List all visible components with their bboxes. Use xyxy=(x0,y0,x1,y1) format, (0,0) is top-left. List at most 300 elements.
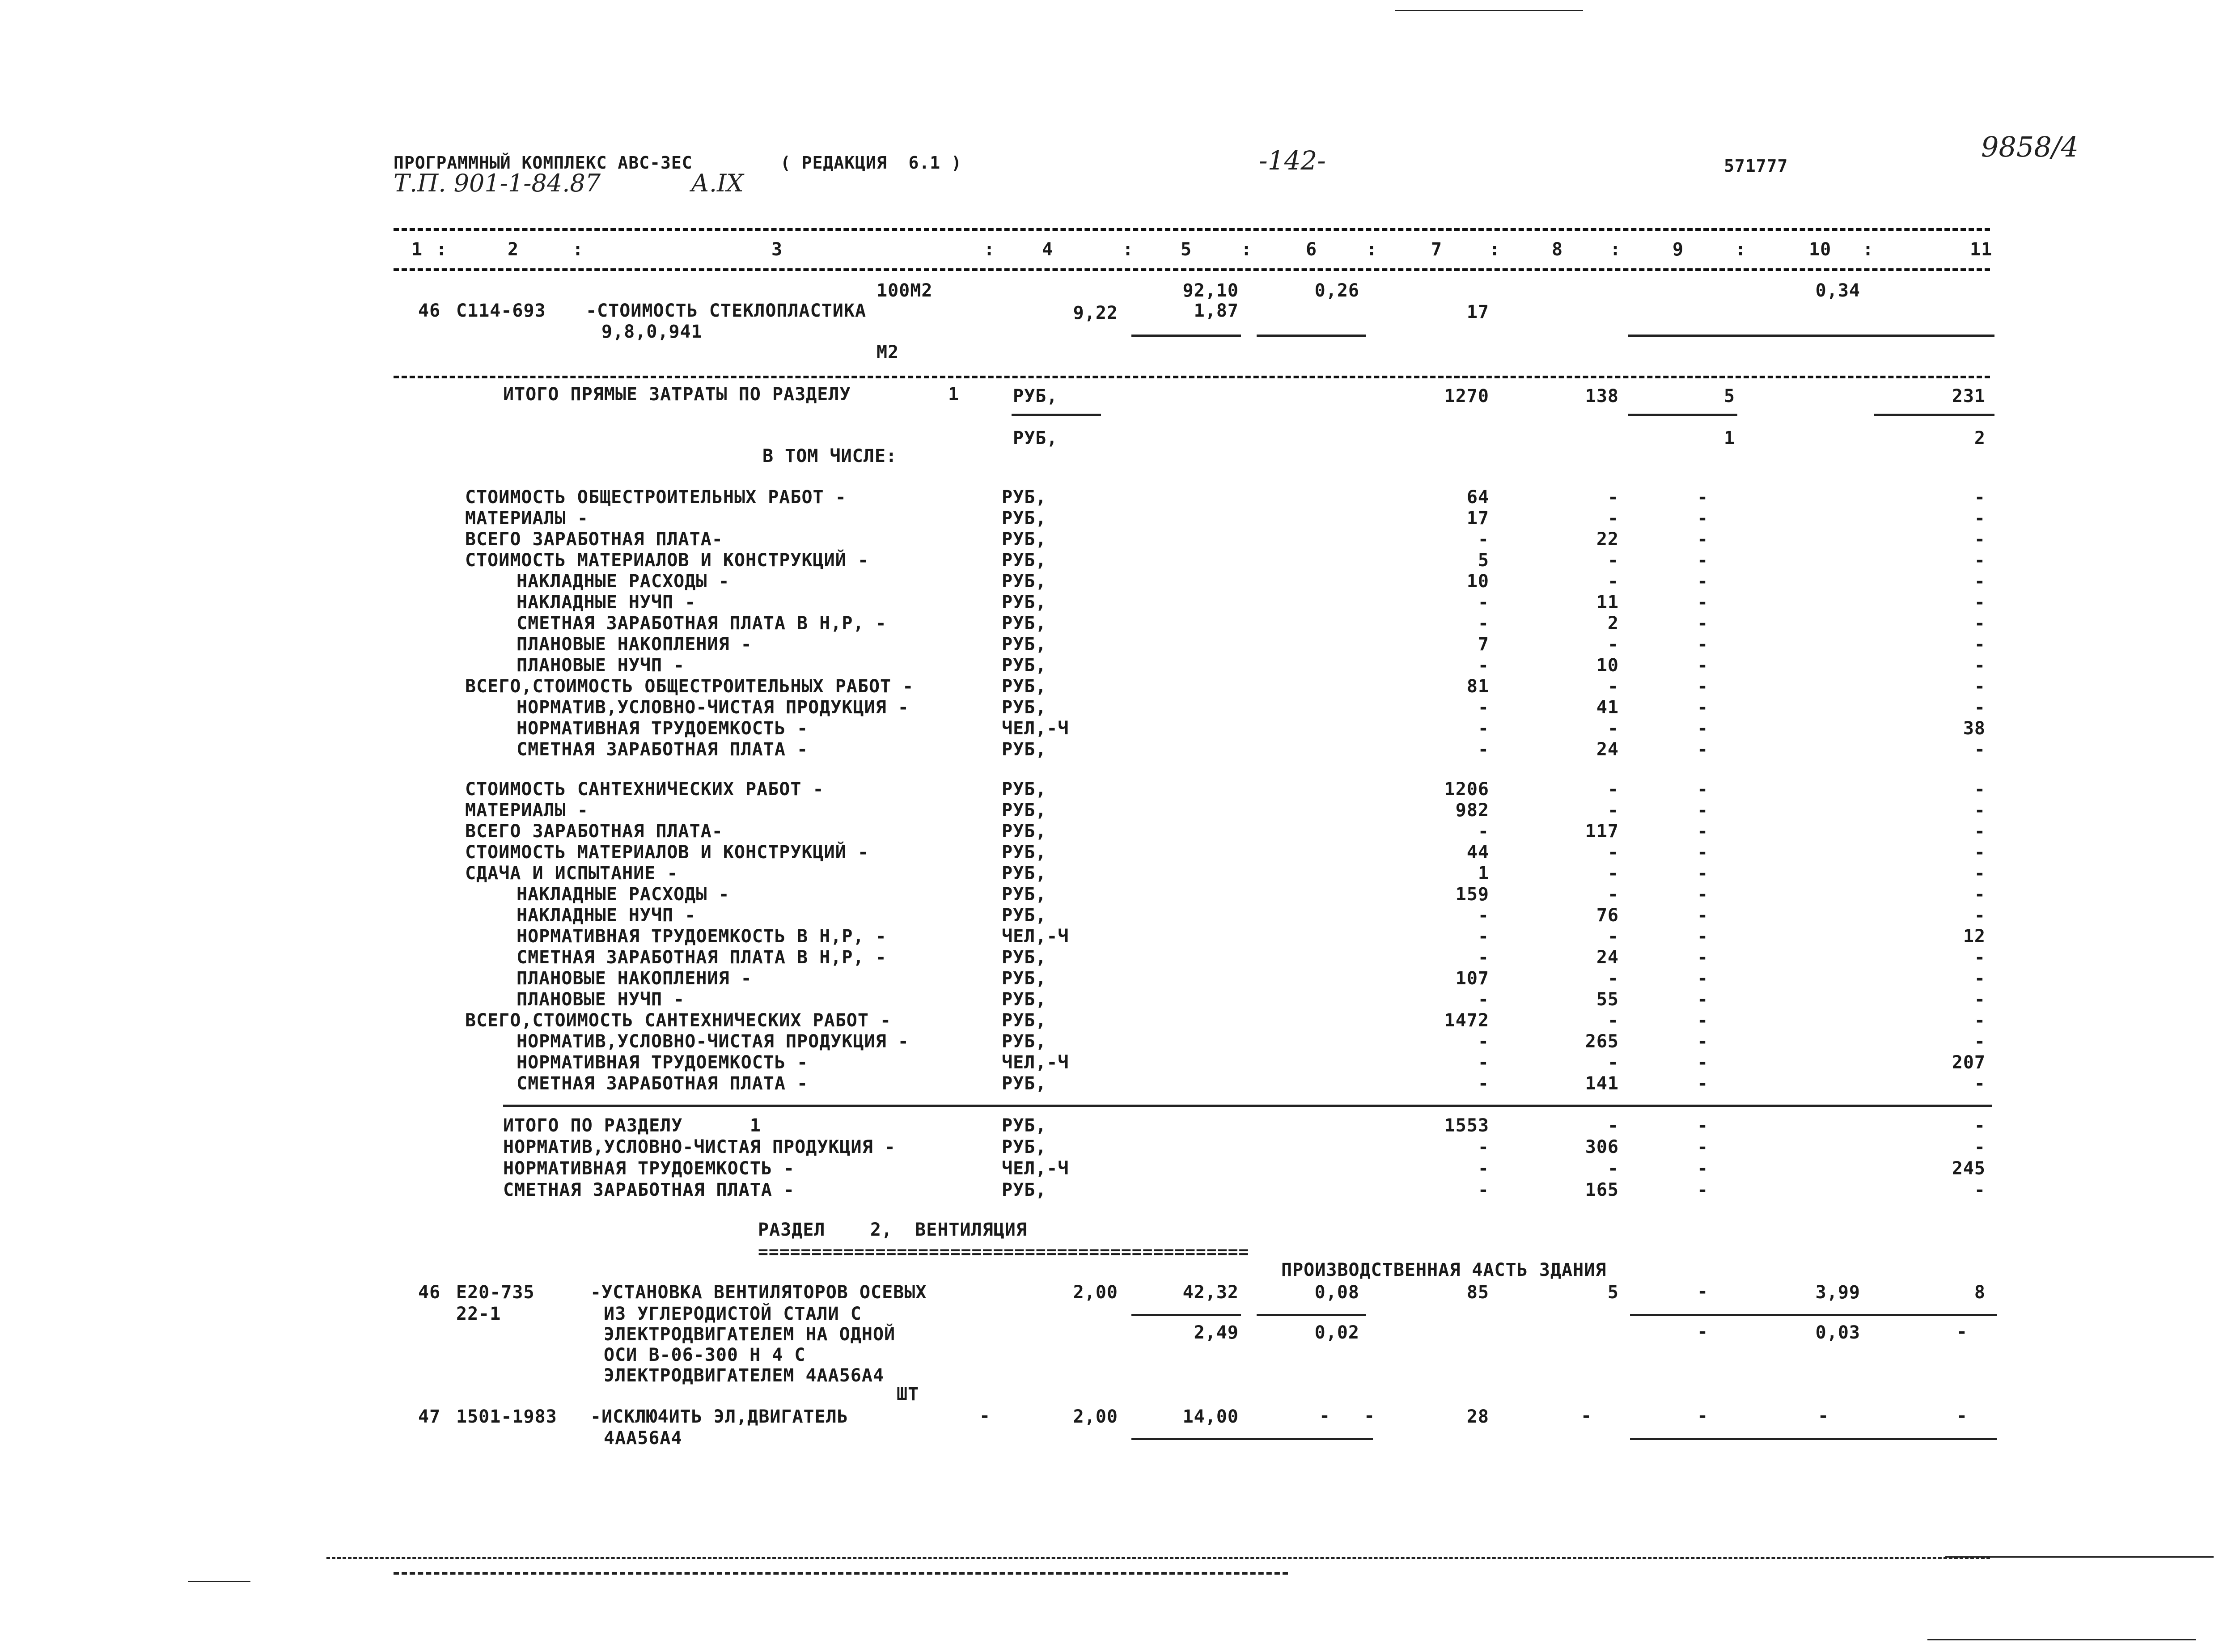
row-col7: 17 xyxy=(1466,508,1489,529)
row-col9: - xyxy=(1697,1180,1709,1200)
row-unit: РУБ, xyxy=(1002,529,1047,550)
item46b-col9-b: - xyxy=(1697,1322,1709,1342)
document-code: 571777 xyxy=(1724,156,1788,176)
row-unit: РУБ, xyxy=(1002,989,1047,1010)
row-col9: - xyxy=(1697,926,1709,947)
direct-costs-col8: 138 xyxy=(1585,386,1619,407)
in-that-label: В ТОМ ЧИСЛЕ: xyxy=(762,446,897,466)
row-col8: 24 xyxy=(1596,739,1619,760)
row-col11: 207 xyxy=(1952,1052,1986,1073)
row-col8: 306 xyxy=(1585,1137,1619,1157)
item46b-col11-b: - xyxy=(1956,1322,1968,1342)
footer-dashes xyxy=(394,1572,1288,1575)
item47-col9: - xyxy=(1697,1406,1709,1426)
column-header-11: 11 xyxy=(1970,239,1993,260)
row-col7: - xyxy=(1478,1052,1489,1073)
item46-col7: 17 xyxy=(1466,302,1489,322)
row-col7: 1553 xyxy=(1444,1115,1489,1136)
row-label: ВСЕГО,СТОИМОСТЬ САНТЕХНИЧЕСКИХ РАБОТ - xyxy=(465,1010,892,1031)
section2-underline: ============================================== xyxy=(758,1242,1249,1262)
item46-col5: 1,87 xyxy=(1194,301,1239,321)
row-col9: - xyxy=(1697,718,1709,739)
row-col7: - xyxy=(1478,989,1489,1010)
item46-quantity: 9,22 xyxy=(1073,303,1118,323)
row-col7: - xyxy=(1478,739,1489,760)
row-col11: - xyxy=(1974,800,1986,821)
row-col8: - xyxy=(1607,718,1619,739)
row-col9: - xyxy=(1697,697,1709,718)
item46b-col5: 42,32 xyxy=(1182,1282,1239,1303)
row-col7: - xyxy=(1478,905,1489,926)
row-unit: РУБ, xyxy=(1002,821,1047,842)
row-unit: РУБ, xyxy=(1002,1073,1047,1094)
row-col7: 10 xyxy=(1466,571,1489,592)
item47-col5-6-rule xyxy=(1131,1438,1373,1440)
table-header-rule xyxy=(394,268,1990,271)
column-separator: : xyxy=(1610,239,1622,260)
item47-number: 47 xyxy=(418,1406,441,1427)
direct-costs-col9-b: 1 xyxy=(1723,428,1735,449)
row-col11: - xyxy=(1974,989,1986,1010)
column-header-10: 10 xyxy=(1809,239,1832,260)
row-unit: РУБ, xyxy=(1002,1180,1047,1200)
row-label: ПЛАНОВЫЕ НУЧП - xyxy=(517,655,685,676)
row-unit: РУБ, xyxy=(1002,1010,1047,1031)
row-col9: - xyxy=(1697,1031,1709,1052)
row-label: ПЛАНОВЫЕ НАКОПЛЕНИЯ - xyxy=(517,968,752,989)
direct-costs-label: ИТОГО ПРЯМЫЕ ЗАТРАТЫ ПО РАЗДЕЛУ xyxy=(503,384,851,405)
row-col9: - xyxy=(1697,947,1709,968)
row-col9: - xyxy=(1697,842,1709,863)
row-label: СМЕТНАЯ ЗАРАБОТНАЯ ПЛАТА В Н,Р, - xyxy=(517,947,887,968)
row-unit: РУБ, xyxy=(1002,508,1047,529)
item46-unit-top: 100М2 xyxy=(876,280,933,301)
row-col8: - xyxy=(1607,884,1619,905)
item46b-col6: 0,08 xyxy=(1314,1282,1359,1303)
row-col9: - xyxy=(1697,968,1709,989)
row-col8: - xyxy=(1607,1010,1619,1031)
row-col11: 245 xyxy=(1952,1158,1986,1179)
edge-line-bottom xyxy=(1927,1639,2196,1640)
subtotal-rule xyxy=(1012,414,1101,416)
item46b-desc-1: -УСТАНОВКА ВЕНТИЛЯТОРОВ ОСЕВЫХ xyxy=(590,1282,927,1303)
row-col8: - xyxy=(1607,676,1619,697)
subtotal-rule xyxy=(1874,414,1994,416)
subtotal-rule xyxy=(1131,335,1241,337)
column-header-2: 2 xyxy=(508,239,519,260)
row-col7: 64 xyxy=(1466,487,1489,508)
row-col7: 982 xyxy=(1455,800,1489,821)
item46b-col7: 85 xyxy=(1466,1282,1489,1303)
row-col7: 1206 xyxy=(1444,779,1489,800)
row-label: НОРМАТИВНАЯ ТРУДОЕМКОСТЬ - xyxy=(503,1158,795,1179)
row-col9: - xyxy=(1697,884,1709,905)
row-col8: 76 xyxy=(1596,905,1619,926)
item46-col10-top: 0,34 xyxy=(1815,280,1860,301)
row-unit: РУБ, xyxy=(1002,968,1047,989)
row-unit: РУБ, xyxy=(1002,655,1047,676)
sheet-reference: 9858/4 xyxy=(1981,131,2079,163)
row-col11: - xyxy=(1974,529,1986,550)
item46b-quantity: 2,00 xyxy=(1073,1282,1118,1303)
row-col8: - xyxy=(1607,550,1619,571)
row-col11: - xyxy=(1974,1073,1986,1094)
row-col11: - xyxy=(1974,571,1986,592)
row-col11: - xyxy=(1974,842,1986,863)
row-col8: - xyxy=(1607,863,1619,884)
column-separator: : xyxy=(1863,239,1874,260)
row-col9: - xyxy=(1697,592,1709,613)
direct-costs-col11: 231 xyxy=(1952,386,1986,407)
row-col11: - xyxy=(1974,1010,1986,1031)
item47-desc-2: 4АА56А4 xyxy=(604,1428,682,1449)
row-label: НОРМАТИВНАЯ ТРУДОЕМКОСТЬ - xyxy=(517,718,809,739)
row-label: НАКЛАДНЫЕ РАСХОДЫ - xyxy=(517,571,730,592)
row-col7: 44 xyxy=(1466,842,1489,863)
row-unit: ЧЕЛ,-Ч xyxy=(1002,1052,1069,1073)
row-col7: - xyxy=(1478,1180,1489,1200)
row-label: ПЛАНОВЫЕ НАКОПЛЕНИЯ - xyxy=(517,634,752,655)
item46b-col10: 3,99 xyxy=(1815,1282,1860,1303)
row-label: СДАЧА И ИСПЫТАНИЕ - xyxy=(465,863,678,884)
row-col11: - xyxy=(1974,739,1986,760)
row-col9: - xyxy=(1697,821,1709,842)
row-unit: РУБ, xyxy=(1002,613,1047,634)
item46b-number: 46 xyxy=(418,1282,441,1303)
item-block-rule xyxy=(394,376,1990,378)
row-unit: РУБ, xyxy=(1002,1115,1047,1136)
column-separator: : xyxy=(572,239,584,260)
row-col8: - xyxy=(1607,634,1619,655)
item46b-unit: ШТ xyxy=(897,1384,919,1405)
column-separator: : xyxy=(984,239,995,260)
section-total-rule xyxy=(503,1105,1992,1107)
revision-label: ( РЕДАКЦИЯ 6.1 ) xyxy=(780,153,962,173)
row-col9: - xyxy=(1697,1052,1709,1073)
item47-col8: - xyxy=(1581,1406,1592,1426)
item46b-col6-rule xyxy=(1257,1314,1366,1316)
row-col11: - xyxy=(1974,1031,1986,1052)
row-col9: - xyxy=(1697,613,1709,634)
item47-col11: - xyxy=(1956,1406,1968,1426)
item46b-col5-rule xyxy=(1131,1314,1241,1316)
row-unit: РУБ, xyxy=(1002,676,1047,697)
row-unit: РУБ, xyxy=(1002,863,1047,884)
row-unit: РУБ, xyxy=(1002,905,1047,926)
row-col7: - xyxy=(1478,1158,1489,1179)
row-label: СТОИМОСТЬ МАТЕРИАЛОВ И КОНСТРУКЦИЙ - xyxy=(465,842,869,863)
row-unit: РУБ, xyxy=(1002,592,1047,613)
row-col8: - xyxy=(1607,508,1619,529)
item46-description-2: 9,8,0,941 xyxy=(601,322,703,342)
row-col9: - xyxy=(1697,989,1709,1010)
row-col7: - xyxy=(1478,821,1489,842)
row-col7: 5 xyxy=(1478,550,1489,571)
row-col7: - xyxy=(1478,1031,1489,1052)
direct-costs-col9: 5 xyxy=(1723,386,1735,407)
row-label: НАКЛАДНЫЕ НУЧП - xyxy=(517,592,696,613)
row-label: НОРМАТИВ,УСЛОВНО-ЧИСТАЯ ПРОДУКЦИЯ - xyxy=(517,1031,909,1052)
row-unit: РУБ, xyxy=(1002,947,1047,968)
row-label: ВСЕГО ЗАРАБОТНАЯ ПЛАТА- xyxy=(465,529,723,550)
row-col7: - xyxy=(1478,1073,1489,1094)
row-col9: - xyxy=(1697,1137,1709,1157)
row-col7: 1472 xyxy=(1444,1010,1489,1031)
row-label: СМЕТНАЯ ЗАРАБОТНАЯ ПЛАТА - xyxy=(517,1073,809,1094)
row-col9: - xyxy=(1697,1073,1709,1094)
row-col8: 10 xyxy=(1596,655,1619,676)
row-col11: - xyxy=(1974,634,1986,655)
row-col9: - xyxy=(1697,1158,1709,1179)
section2-title: РАЗДЕЛ 2, ВЕНТИЛЯЦИЯ xyxy=(758,1220,1027,1240)
row-unit: ЧЕЛ,-Ч xyxy=(1002,1158,1069,1179)
item47-col7: 28 xyxy=(1466,1406,1489,1427)
subtotal-rule xyxy=(1628,414,1737,416)
column-header-7: 7 xyxy=(1431,239,1443,260)
page-number: -142- xyxy=(1259,145,1326,176)
column-separator: : xyxy=(1489,239,1501,260)
row-col9: - xyxy=(1697,529,1709,550)
row-col8: 165 xyxy=(1585,1180,1619,1200)
item46-col5-top: 92,10 xyxy=(1182,280,1239,301)
row-col8: 11 xyxy=(1596,592,1619,613)
edge-line-top xyxy=(1395,10,1583,11)
item46b-desc-2: ИЗ УГЛЕРОДИСТОЙ СТАЛИ С xyxy=(604,1304,862,1324)
column-separator: : xyxy=(436,239,448,260)
item46b-code: Е20-735 xyxy=(456,1282,535,1303)
item47-col10: - xyxy=(1818,1406,1829,1426)
row-unit: РУБ, xyxy=(1002,487,1047,508)
row-col11: - xyxy=(1974,676,1986,697)
column-header-6: 6 xyxy=(1306,239,1317,260)
row-col9: - xyxy=(1697,550,1709,571)
row-col8: 22 xyxy=(1596,529,1619,550)
row-unit: ЧЕЛ,-Ч xyxy=(1002,718,1069,739)
row-col11: - xyxy=(1974,884,1986,905)
row-col11: - xyxy=(1974,592,1986,613)
row-label: СМЕТНАЯ ЗАРАБОТНАЯ ПЛАТА - xyxy=(503,1180,795,1200)
row-col11: - xyxy=(1974,508,1986,529)
column-separator: : xyxy=(1735,239,1747,260)
row-label: НОРМАТИВНАЯ ТРУДОЕМКОСТЬ - xyxy=(517,1052,809,1073)
row-col9: - xyxy=(1697,1115,1709,1136)
row-label: СТОИМОСТЬ МАТЕРИАЛОВ И КОНСТРУКЦИЙ - xyxy=(465,550,869,571)
column-header-5: 5 xyxy=(1181,239,1192,260)
direct-costs-col7: 1270 xyxy=(1444,386,1489,407)
row-col7: 81 xyxy=(1466,676,1489,697)
row-col8: 2 xyxy=(1607,613,1619,634)
row-col9: - xyxy=(1697,655,1709,676)
item47-col6: - xyxy=(1319,1406,1331,1426)
item46b-col9: - xyxy=(1697,1281,1709,1302)
row-col7: - xyxy=(1478,1137,1489,1157)
row-unit: РУБ, xyxy=(1002,1031,1047,1052)
row-label: НОРМАТИВНАЯ ТРУДОЕМКОСТЬ В Н,Р, - xyxy=(517,926,887,947)
row-label: МАТЕРИАЛЫ - xyxy=(465,508,589,529)
row-label: СТОИМОСТЬ САНТЕХНИЧЕСКИХ РАБОТ - xyxy=(465,779,824,800)
direct-costs-unit: РУБ, xyxy=(1013,386,1058,407)
row-col11: - xyxy=(1974,863,1986,884)
project-code: Т.П. 901-1-84.87 xyxy=(394,169,601,197)
row-col11: - xyxy=(1974,697,1986,718)
row-col11: - xyxy=(1974,487,1986,508)
row-col11: - xyxy=(1974,905,1986,926)
item46b-col11: 8 xyxy=(1974,1282,1986,1303)
row-col11: - xyxy=(1974,1115,1986,1136)
row-unit: РУБ, xyxy=(1002,634,1047,655)
row-col11: - xyxy=(1974,779,1986,800)
row-col9: - xyxy=(1697,487,1709,508)
direct-costs-unit-2: РУБ, xyxy=(1013,428,1058,449)
row-col7: 159 xyxy=(1455,884,1489,905)
row-col9: - xyxy=(1697,676,1709,697)
column-header-9: 9 xyxy=(1673,239,1684,260)
row-col7: - xyxy=(1478,926,1489,947)
item46-description: -СТОИМОСТЬ СТЕКЛОПЛАСТИКА xyxy=(586,301,867,321)
direct-costs-col11-b: 2 xyxy=(1974,428,1986,449)
column-separator: : xyxy=(1241,239,1253,260)
row-col11: - xyxy=(1974,655,1986,676)
item46-col6-top: 0,26 xyxy=(1314,280,1359,301)
column-separator: : xyxy=(1366,239,1378,260)
column-header-1: 1 xyxy=(411,239,423,260)
item47-code: 1501-1983 xyxy=(456,1406,557,1427)
row-col7: 107 xyxy=(1455,968,1489,989)
item46b-desc-4: ОСИ В-06-300 Н 4 С xyxy=(604,1345,806,1365)
row-label: СМЕТНАЯ ЗАРАБОТНАЯ ПЛАТА - xyxy=(517,739,809,760)
row-col8: 24 xyxy=(1596,947,1619,968)
subtotal-rule xyxy=(1628,335,1994,337)
row-col8: - xyxy=(1607,842,1619,863)
row-unit: РУБ, xyxy=(1002,779,1047,800)
row-col9: - xyxy=(1697,571,1709,592)
row-col8: - xyxy=(1607,926,1619,947)
table-top-rule xyxy=(394,228,1990,231)
row-col9: - xyxy=(1697,634,1709,655)
row-col7: - xyxy=(1478,655,1489,676)
row-col11: - xyxy=(1974,1180,1986,1200)
item46b-col5-b: 2,49 xyxy=(1194,1322,1239,1343)
column-header-8: 8 xyxy=(1552,239,1563,260)
row-col8: - xyxy=(1607,968,1619,989)
row-col7: - xyxy=(1478,947,1489,968)
edge-line-right xyxy=(1945,1556,2214,1558)
item46b-col6-b: 0,02 xyxy=(1314,1322,1359,1343)
column-header-3: 3 xyxy=(771,239,783,260)
row-unit: РУБ, xyxy=(1002,1137,1047,1157)
program-title: ПРОГРАММНЫЙ КОМПЛЕКС АВС-3ЕС xyxy=(394,153,693,173)
row-label: ВСЕГО,СТОИМОСТЬ ОБЩЕСТРОИТЕЛЬНЫХ РАБОТ - xyxy=(465,676,914,697)
column-separator: : xyxy=(1122,239,1134,260)
item47-desc-1: -ИСКЛЮ4ИТЬ ЭЛ,ДВИГАТЕЛЬ xyxy=(590,1406,848,1427)
section2-subtitle: ПРОИЗВОДСТВЕННАЯ 4АСТЬ ЗДАНИЯ xyxy=(1281,1260,1607,1280)
row-col8: 117 xyxy=(1585,821,1619,842)
item46b-desc-3: ЭЛЕКТРОДВИГАТЕЛЕМ НА ОДНОЙ xyxy=(604,1324,896,1345)
album-code: А.IX xyxy=(691,169,744,197)
row-unit: ЧЕЛ,-Ч xyxy=(1002,926,1069,947)
row-col11: 38 xyxy=(1963,718,1986,739)
row-col8: 265 xyxy=(1585,1031,1619,1052)
item47-col5: 14,00 xyxy=(1182,1406,1239,1427)
row-col11: - xyxy=(1974,550,1986,571)
row-unit: РУБ, xyxy=(1002,800,1047,821)
row-col8: 55 xyxy=(1596,989,1619,1010)
item46-code: С114-693 xyxy=(456,301,546,321)
row-col11: - xyxy=(1974,968,1986,989)
row-col9: - xyxy=(1697,800,1709,821)
row-label: НАКЛАДНЫЕ НУЧП - xyxy=(517,905,696,926)
row-label: НОРМАТИВ,УСЛОВНО-ЧИСТАЯ ПРОДУКЦИЯ - xyxy=(503,1137,896,1157)
item46b-desc-5: ЭЛЕКТРОДВИГАТЕЛЕМ 4АА56А4 xyxy=(604,1365,885,1386)
row-unit: РУБ, xyxy=(1002,842,1047,863)
row-col8: - xyxy=(1607,1052,1619,1073)
row-col7: - xyxy=(1478,529,1489,550)
row-col8: - xyxy=(1607,800,1619,821)
row-col9: - xyxy=(1697,739,1709,760)
subtotal-rule xyxy=(1257,335,1366,337)
column-header-4: 4 xyxy=(1042,239,1054,260)
row-col7: - xyxy=(1478,592,1489,613)
item47-col6-b: - xyxy=(1364,1406,1376,1426)
row-col9: - xyxy=(1697,905,1709,926)
item46b-col9-11-rule xyxy=(1630,1314,1997,1316)
row-col9: - xyxy=(1697,863,1709,884)
row-unit: РУБ, xyxy=(1002,571,1047,592)
row-col7: - xyxy=(1478,718,1489,739)
row-label: НОРМАТИВ,УСЛОВНО-ЧИСТАЯ ПРОДУКЦИЯ - xyxy=(517,697,909,718)
row-col8: 141 xyxy=(1585,1073,1619,1094)
row-col9: - xyxy=(1697,779,1709,800)
direct-costs-section: 1 xyxy=(948,384,960,405)
row-col11: - xyxy=(1974,947,1986,968)
edge-line-left xyxy=(188,1581,250,1582)
row-col9: - xyxy=(1697,508,1709,529)
row-col7: 7 xyxy=(1478,634,1489,655)
row-unit: РУБ, xyxy=(1002,739,1047,760)
row-col8: - xyxy=(1607,779,1619,800)
row-col11: - xyxy=(1974,821,1986,842)
row-unit: РУБ, xyxy=(1002,884,1047,905)
item47-col9-11-rule xyxy=(1630,1438,1997,1440)
row-label: ИТОГО ПО РАЗДЕЛУ 1 xyxy=(503,1115,761,1136)
item46b-code-2: 22-1 xyxy=(456,1304,501,1324)
item46b-col10-b: 0,03 xyxy=(1815,1322,1860,1343)
row-unit: РУБ, xyxy=(1002,550,1047,571)
row-col7: - xyxy=(1478,697,1489,718)
row-col8: - xyxy=(1607,571,1619,592)
row-col11: - xyxy=(1974,613,1986,634)
item46-number: 46 xyxy=(418,301,441,321)
item47-quantity: 2,00 xyxy=(1073,1406,1118,1427)
row-label: ВСЕГО ЗАРАБОТНАЯ ПЛАТА- xyxy=(465,821,723,842)
row-col11: 12 xyxy=(1963,926,1986,947)
row-col8: - xyxy=(1607,1115,1619,1136)
row-col8: 41 xyxy=(1596,697,1619,718)
footer-rule xyxy=(326,1557,1990,1559)
row-col9: - xyxy=(1697,1010,1709,1031)
row-label: ПЛАНОВЫЕ НУЧП - xyxy=(517,989,685,1010)
row-col7: - xyxy=(1478,613,1489,634)
row-col8: - xyxy=(1607,1158,1619,1179)
row-unit: РУБ, xyxy=(1002,697,1047,718)
item46-unit-2: М2 xyxy=(876,342,899,363)
item47-col4: - xyxy=(979,1406,991,1426)
row-col8: - xyxy=(1607,487,1619,508)
row-col7: 1 xyxy=(1478,863,1489,884)
row-col11: - xyxy=(1974,1137,1986,1157)
row-label: МАТЕРИАЛЫ - xyxy=(465,800,589,821)
row-label: СМЕТНАЯ ЗАРАБОТНАЯ ПЛАТА В Н,Р, - xyxy=(517,613,887,634)
